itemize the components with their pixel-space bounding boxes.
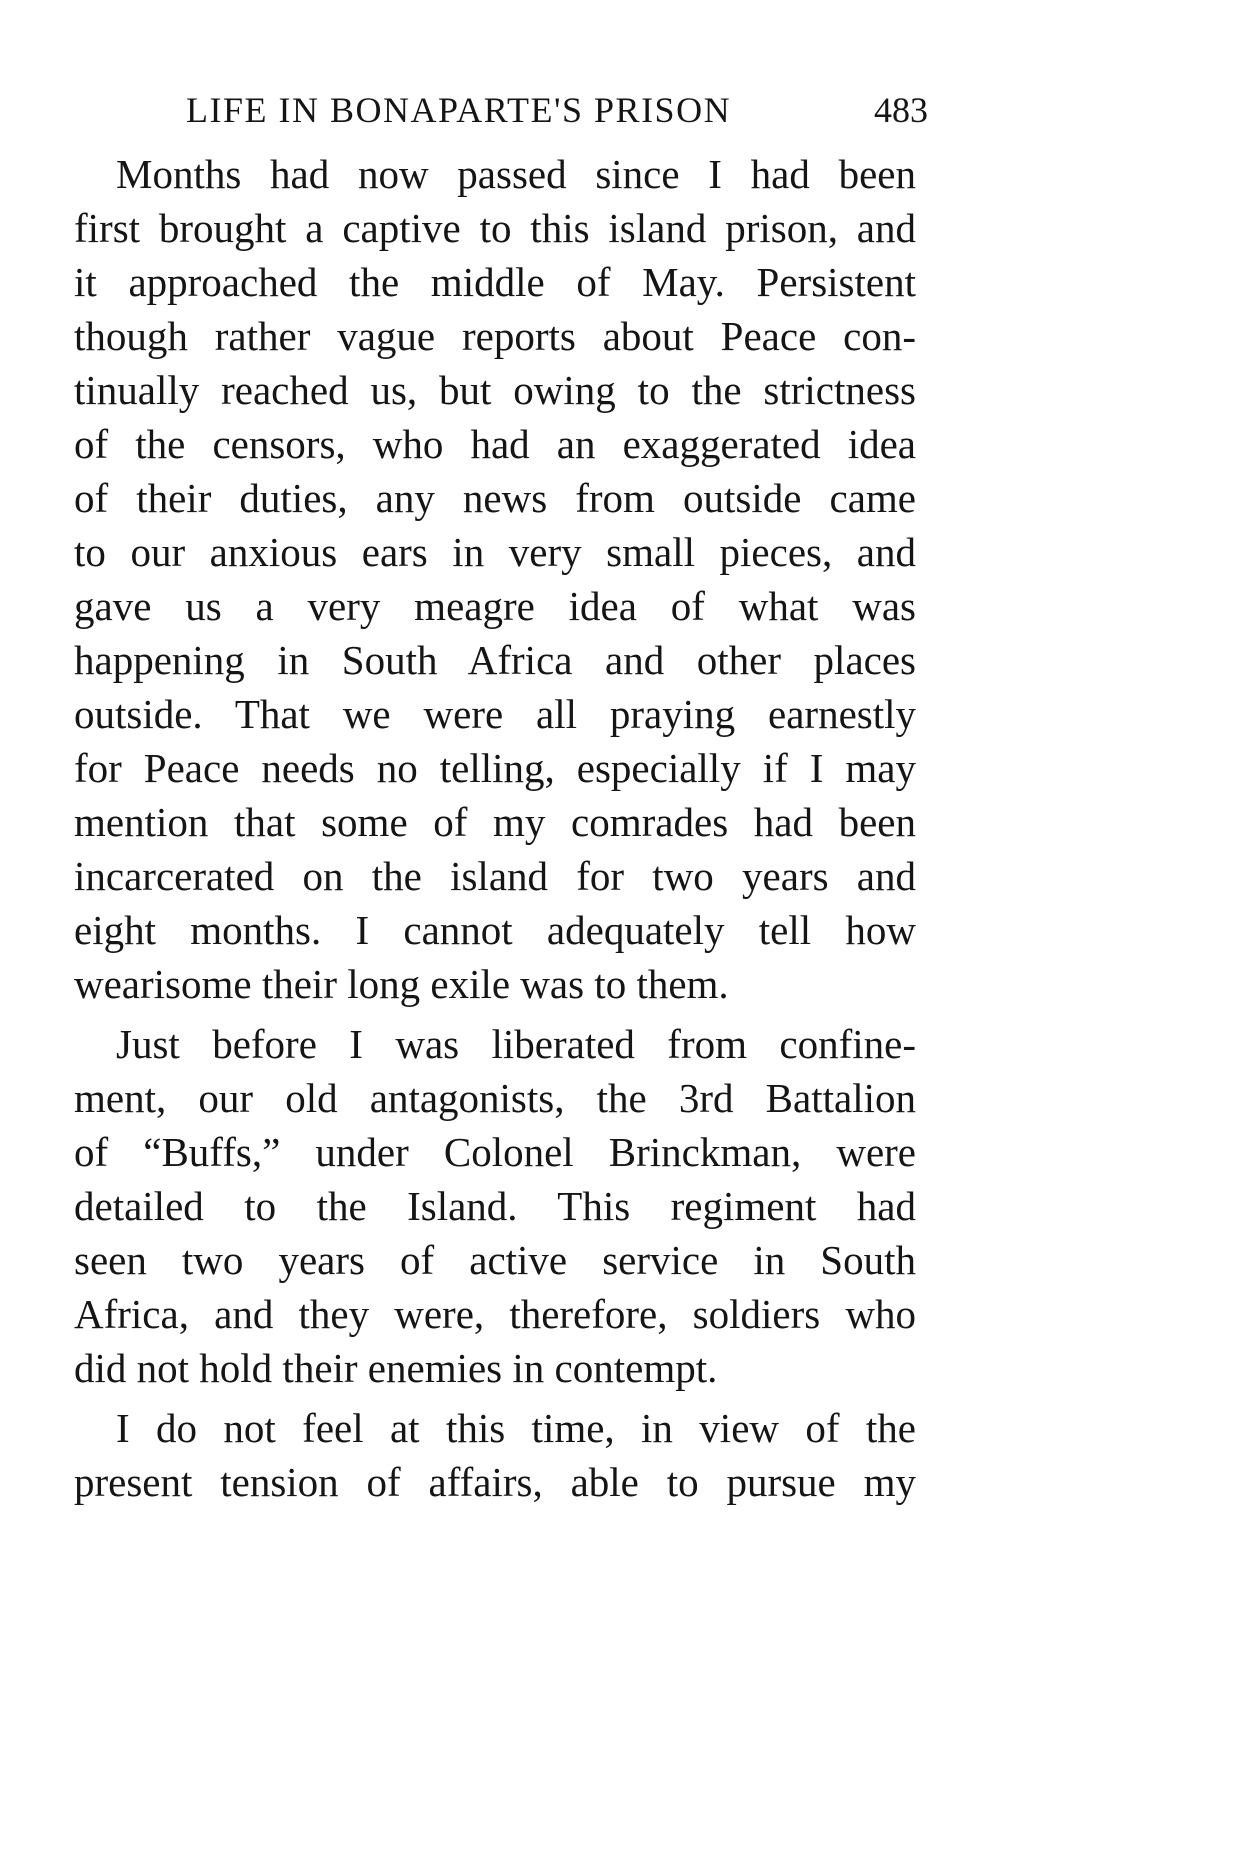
text-line: outside. That we were all praying earnestly bbox=[74, 691, 916, 737]
text-line: for Peace needs no telling, especially if I may bbox=[74, 745, 916, 791]
text-line: happening in South Africa and other places bbox=[74, 637, 916, 683]
text-line: gave us a very meagre idea of what was bbox=[74, 583, 916, 629]
paragraph-3 bbox=[74, 1401, 916, 1509]
body-text bbox=[74, 147, 916, 1509]
text-line: detailed to the Island. This regiment had bbox=[74, 1183, 916, 1229]
text-line: of the censors, who had an exaggerated idea bbox=[74, 421, 916, 467]
running-title: LIFE IN BONAPARTE'S PRISON bbox=[186, 90, 732, 130]
text-line: tinually reached us, but owing to the strictness bbox=[74, 367, 916, 413]
text-line: to our anxious ears in very small pieces, and bbox=[74, 529, 916, 575]
text-line: ment, our old antagonists, the 3rd Battalion bbox=[74, 1075, 916, 1121]
text-line: it approached the middle of May. Persistent bbox=[74, 259, 916, 305]
text-line: eight months. I cannot adequately tell how bbox=[74, 907, 916, 953]
text-line: of “Buffs,” under Colonel Brinckman, were bbox=[74, 1129, 916, 1175]
text-line: did not hold their enemies in contempt. bbox=[74, 1345, 718, 1391]
text-line: present tension of affairs, able to pursue my bbox=[74, 1459, 916, 1505]
running-head bbox=[186, 88, 928, 132]
text-line: Just before I was liberated from confine- bbox=[116, 1021, 916, 1067]
text-line: first brought a captive to this island prison, and bbox=[74, 205, 916, 251]
text-line: wearisome their long exile was to them. bbox=[74, 961, 729, 1007]
text-line: Africa, and they were, therefore, soldiers who bbox=[74, 1291, 916, 1337]
text-line: though rather vague reports about Peace con- bbox=[74, 313, 916, 359]
page-number: 483 bbox=[874, 90, 928, 130]
text-line: Months had now passed since I had been bbox=[116, 151, 916, 197]
text-line: incarcerated on the island for two years and bbox=[74, 853, 916, 899]
text-line: mention that some of my comrades had been bbox=[74, 799, 916, 845]
text-line: of their duties, any news from outside came bbox=[74, 475, 916, 521]
paragraph-1 bbox=[74, 147, 916, 1011]
text-line: seen two years of active service in South bbox=[74, 1237, 916, 1283]
text-line: I do not feel at this time, in view of the bbox=[116, 1405, 916, 1451]
paragraph-2 bbox=[74, 1017, 916, 1395]
